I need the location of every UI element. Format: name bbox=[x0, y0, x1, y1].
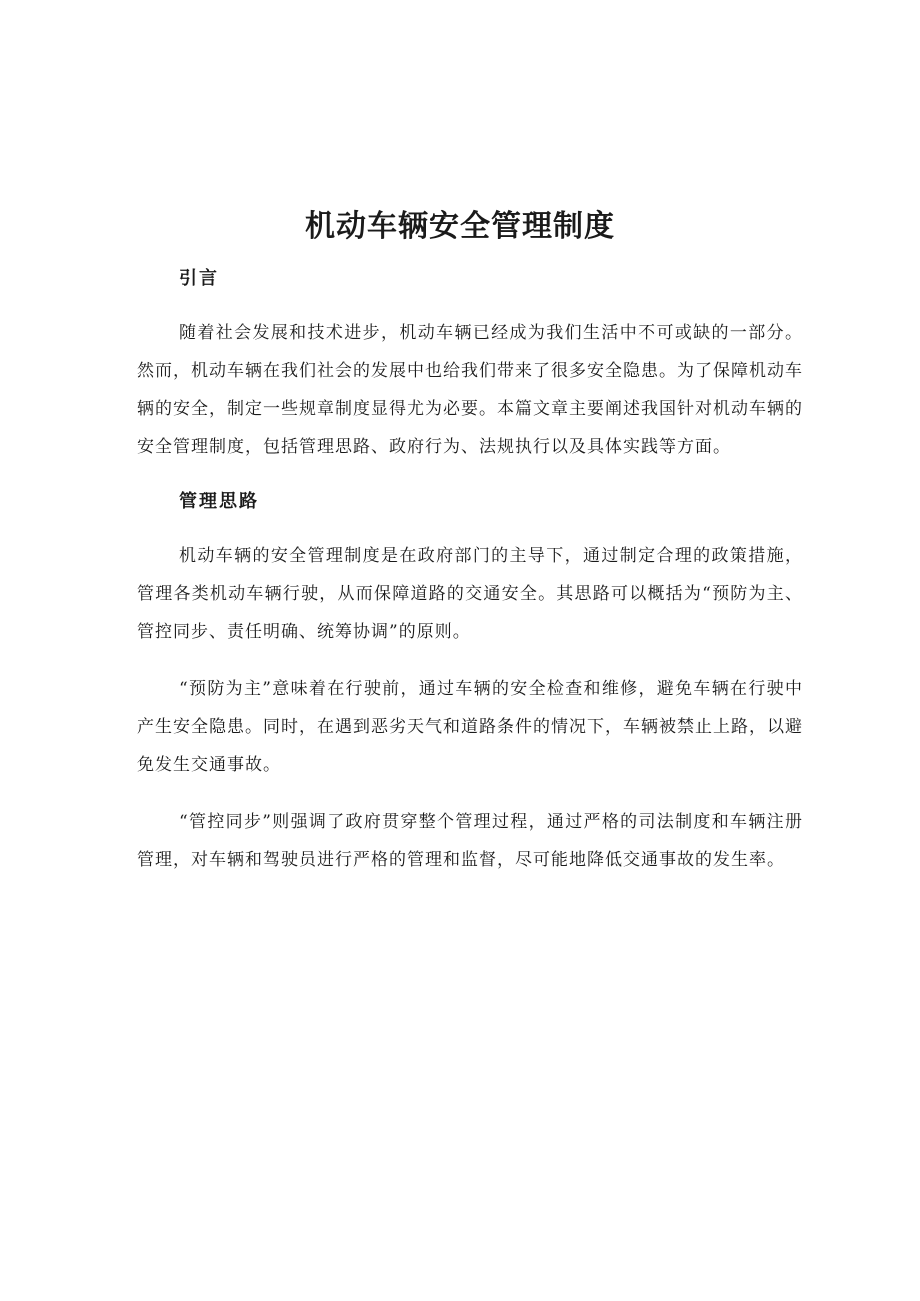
paragraph-prevention-first: “预防为主”意味着在行驶前，通过车辆的安全检查和维修，避免车辆在行驶中产生安全隐患。同时，在遇到恶劣天气和道路条件的情况下，车辆被禁止上路，以避免发生交通事故。 bbox=[137, 679, 803, 775]
document-title: 机动车辆安全管理制度 bbox=[305, 209, 615, 244]
paragraph-management-approach: 机动车辆的安全管理制度是在政府部门的主导下，通过制定合理的政策措施，管理各类机动车辆行驶，从而保障道路的交通安全。其思路可以概括为“预防为主、管控同步、责任明确、统筹协调”的原则。 bbox=[137, 546, 803, 642]
paragraph-synchronized-control: “管控同步”则强调了政府贯穿整个管理过程，通过严格的司法制度和车辆注册管理，对车辆和驾驶员进行严格的管理和监督，尽可能地降低交通事故的发生率。 bbox=[137, 812, 803, 870]
section-heading-management-approach: 管理思路 bbox=[179, 491, 259, 512]
section-heading-introduction: 引言 bbox=[179, 268, 219, 289]
paragraph-introduction: 随着社会发展和技术进步，机动车辆已经成为我们生活中不可或缺的一部分。然而，机动车辆在我们社会的发展中也给我们带来了很多安全隐患。为了保障机动车辆的安全，制定一些规章制度显得尤为必要。本篇文章主要阐述我国针对机动车辆的安全管理制度，包括管理思路、政府行为、法规执行以及具体实践等方面。 bbox=[137, 323, 803, 457]
document-body bbox=[137, 262, 803, 898]
